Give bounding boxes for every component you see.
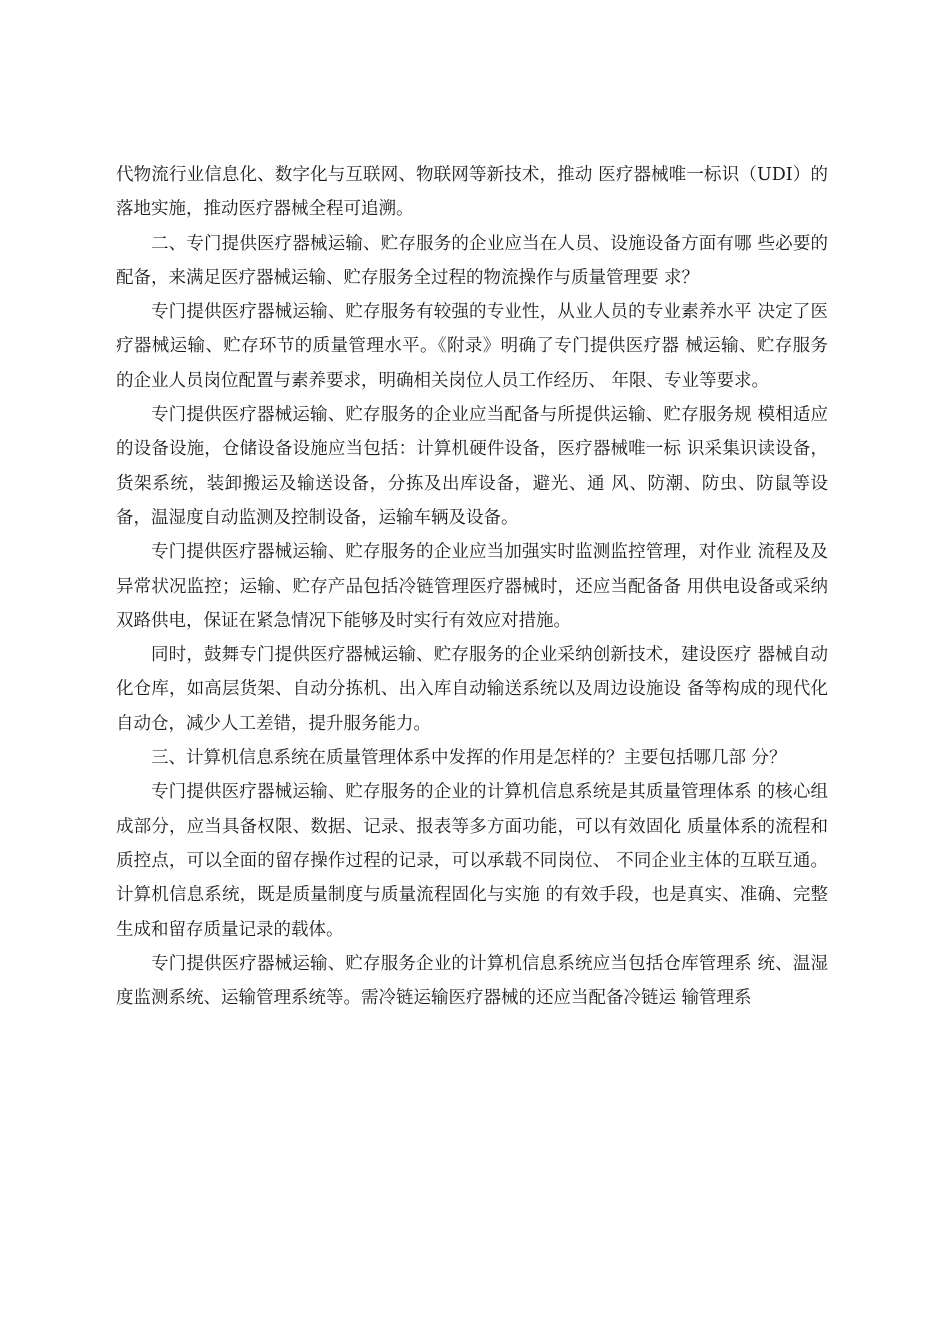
paragraph-udi-continuation: 代物流行业信息化、数字化与互联网、物联网等新技术，推动 医疗器械唯一标识（UDI）的落地实施，推动医疗器械全程可追溯。 — [116, 165, 828, 220]
paragraph-info-system-role: 专门提供医疗器械运输、贮存服务的企业的计算机信息系统是其质量管理体系 的核心组成部分，应当具备权限、数据、记录、报表等多方面功能，可以有效固化 质量体系的流程和质控点，可以全面的留存操作过程的记录，可以承载不同岗位、 不同企业主体的互联互通。计算机信息系统，既是质量制度与质量流程固化与实施 的有效手段，也是真实、准确、完整生成和留存质量记录的载体。 — [116, 782, 828, 940]
paragraph-info-system-parts: 专门提供医疗器械运输、贮存服务企业的计算机信息系统应当包括仓库管理系 统、温湿度监测系统、运输管理系统等。需冷链运输医疗器械的还应当配备冷链运 输管理系 — [116, 953, 828, 1009]
section-heading-two: 二、专门提供医疗器械运输、贮存服务的企业应当在人员、设施设备方面有哪 些必要的配备，来满足医疗器械运输、贮存服务全过程的物流操作与质量管理要 求？ — [116, 233, 828, 288]
paragraph-innovation: 同时，鼓舞专门提供医疗器械运输、贮存服务的企业采纳创新技术，建设医疗 器械自动化仓库，如高层货架、自动分拣机、出入库自动输送系统以及周边设施设 备等构成的现代化自动仓，减少人工差错，提升服务能力。 — [116, 645, 828, 734]
document-body — [116, 158, 828, 1015]
section-heading-three: 三、计算机信息系统在质量管理体系中发挥的作用是怎样的？主要包括哪几部 分？ — [151, 748, 787, 769]
paragraph-equipment: 专门提供医疗器械运输、贮存服务的企业应当配备与所提供运输、贮存服务规 模相适应的设备设施，仓储设备设施应当包括：计算机硬件设备，医疗器械唯一标 识采集识读设备，货架系统，装卸搬运及输送设备，分拣及出库设备，避光、通 风、防潮、防虫、防鼠等设备，温湿度自动监测及控制设备，运输车辆及设备。 — [116, 405, 828, 528]
paragraph-personnel: 专门提供医疗器械运输、贮存服务有较强的专业性，从业人员的专业素养水平 决定了医疗器械运输、贮存环节的质量管理水平。《附录》明确了专门提供医疗器 械运输、贮存服务的企业人员岗位配置与素养要求，明确相关岗位人员工作经历、 年限、专业等要求。 — [116, 302, 828, 391]
paragraph-monitoring: 专门提供医疗器械运输、贮存服务的企业应当加强实时监测监控管理，对作业 流程及及异常状况监控；运输、贮存产品包括冷链管理医疗器械时，还应当配备备 用供电设备或采纳双路供电，保证在紧急情况下能够及时实行有效应对措施。 — [116, 542, 828, 631]
